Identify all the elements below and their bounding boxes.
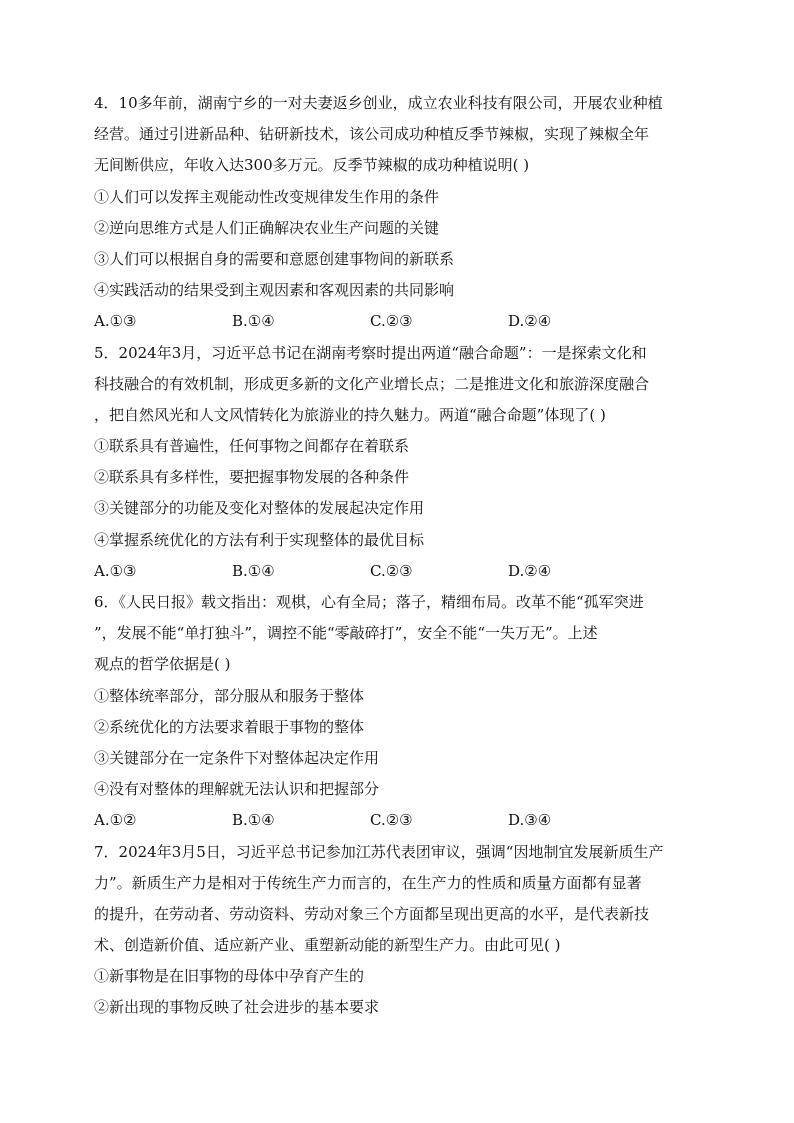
statement-item: ④掌握系统优化的方法有利于实现整体的最优目标 <box>94 530 425 549</box>
statement-item: ③关键部分的功能及变化对整体的发展起决定作用 <box>94 499 425 518</box>
answer-option[interactable]: D.②④ <box>508 312 552 331</box>
answer-option[interactable]: B.①④ <box>232 561 275 580</box>
statement-item: ①新事物是在旧事物的母体中孕育产生的 <box>94 967 365 986</box>
statement-item: ①人们可以发挥主观能动性改变规律发生作用的条件 <box>94 187 440 206</box>
statement-item: ①整体统率部分，部分服从和服务于整体 <box>94 686 365 705</box>
question-stem-line: 的提升，在劳动者、劳动资料、劳动对象三个方面都呈现出更高的水平，是代表新技 <box>94 904 650 923</box>
statement-item: ②联系具有多样性，要把握事物发展的各种条件 <box>94 468 410 487</box>
statement-item: ④没有对整体的理解就无法认识和把握部分 <box>94 780 380 799</box>
statement-item: ②系统优化的方法要求着眼于事物的整体 <box>94 717 365 736</box>
answer-option[interactable]: A.①② <box>94 811 137 830</box>
answer-options <box>94 556 706 587</box>
statement-item: ②新出现的事物反映了社会进步的基本要求 <box>94 998 380 1017</box>
answer-options <box>94 306 706 337</box>
question-stem-line: 4．10多年前，湖南宁乡的一对夫妻返乡创业，成立农业科技有限公司，开展农业种植 <box>94 94 663 112</box>
question-stem-line: 科技融合的有效机制，形成更多新的文化产业增长点；二是推进文化和旅游深度融合 <box>94 374 650 393</box>
answer-options <box>94 805 706 836</box>
question-stem-line: 6．《人民日报》载文指出：观棋，心有全局；落子，精细布局。改革不能“孤军突进 <box>94 593 644 611</box>
answer-option[interactable]: B.①④ <box>232 312 275 331</box>
question-stem-line: 无间断供应，年收入达300多万元。反季节辣椒的成功种植说明( ) <box>94 156 530 175</box>
statement-item: ①联系具有普遍性，任何事物之间都存在着联系 <box>94 437 410 456</box>
answer-option[interactable]: C.②③ <box>370 312 413 331</box>
exam-page <box>94 88 706 1024</box>
statement-item: ②逆向思维方式是人们正确解决农业生产问题的关键 <box>94 218 440 237</box>
question-stem-line: ”，发展不能“单打独斗”，调控不能“零敲碎打”，安全不能“一失万无”。上述 <box>94 624 598 643</box>
question-stem-line: 5．2024年3月，习近平总书记在湖南考察时提出两道“融合命题”：一是探索文化和 <box>94 343 647 362</box>
question-stem-line: 术、创造新价值、适应新产业、重塑新动能的新型生产力。由此可见( ) <box>94 936 561 955</box>
answer-option[interactable]: B.①④ <box>232 811 275 830</box>
answer-option[interactable]: D.③④ <box>508 811 552 830</box>
answer-option[interactable]: D.②④ <box>508 561 552 580</box>
statement-item: ③关键部分在一定条件下对整体起决定作用 <box>94 748 380 767</box>
statement-item: ③人们可以根据自身的需要和意愿创建事物间的新联系 <box>94 249 455 268</box>
question-stem-line: 力”。新质生产力是相对于传统生产力而言的，在生产力的性质和质量方面都有显著 <box>94 873 642 892</box>
answer-option[interactable]: A.①③ <box>94 561 137 580</box>
question-stem-line: 观点的哲学依据是( ) <box>94 655 231 674</box>
question-stem-line: ，把自然风光和人文风情转化为旅游业的持久魅力。两道“融合命题”体现了( ) <box>94 405 606 424</box>
question-stem-line: 经营。通过引进新品种、钻研新技术，该公司成功种植反季节辣椒，实现了辣椒全年 <box>94 125 650 144</box>
answer-option[interactable]: A.①③ <box>94 312 137 331</box>
question-stem-line: 7．2024年3月5日，习近平总书记参加江苏代表团审议，强调“因地制宜发展新质生产 <box>94 842 664 861</box>
answer-option[interactable]: C.②③ <box>370 561 413 580</box>
answer-option[interactable]: C.②③ <box>370 811 413 830</box>
statement-item: ④实践活动的结果受到主观因素和客观因素的共同影响 <box>94 281 455 300</box>
